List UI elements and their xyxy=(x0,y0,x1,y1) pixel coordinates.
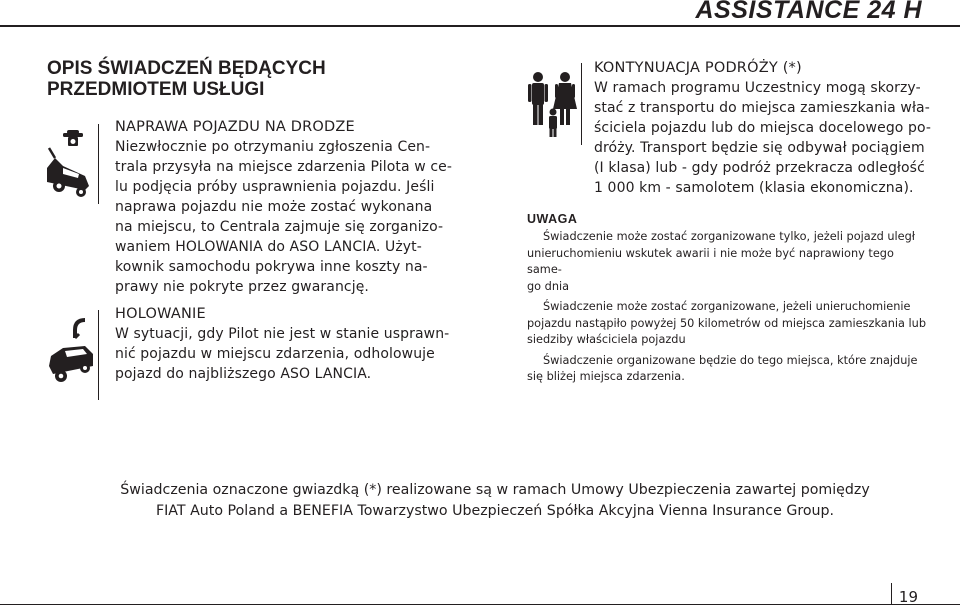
note-line: się bliżej miejsca zdarzenia. xyxy=(527,370,685,383)
repair-line: kownik samochodu pokrywa inne koszty na- xyxy=(115,259,428,275)
note-paragraph xyxy=(527,299,927,349)
note-line: siedziby właściciela pojazdu xyxy=(527,333,686,346)
page-number: 19 xyxy=(898,588,918,606)
header-rule xyxy=(0,25,960,27)
towing-block xyxy=(115,304,465,384)
tow-truck-icon xyxy=(45,310,98,400)
towing-icon-box xyxy=(45,310,99,400)
footer-note xyxy=(95,480,895,522)
repair-text xyxy=(115,137,465,297)
section-title-line-2: PRZEDMIOTEM USŁUGI xyxy=(47,79,265,100)
repair-line: lu podjęcia próby usprawnienia pojazdu. Jeśli xyxy=(115,179,435,195)
note-line: Świadczenie może zostać zorganizowane, jeżeli unieruchomienie xyxy=(543,300,911,313)
note-paragraph xyxy=(527,229,927,295)
continuation-line: stać z transportu do miejsca zamieszkania wła- xyxy=(594,100,930,116)
section-title xyxy=(47,58,427,100)
repair-line: prawy nie pokryte przez gwarancję. xyxy=(115,279,369,295)
towing-line: pojazd do najbliższego ASO LANCIA. xyxy=(115,366,372,382)
family-icon-box xyxy=(523,63,582,145)
continuation-line: dróży. Transport będzie się odbywał pociągiem xyxy=(594,140,925,156)
towing-line: W sytuacji, gdy Pilot nie jest w stanie usprawn- xyxy=(115,326,450,342)
repair-line: trala przysyła na miejsce zdarzenia Pilota w ce- xyxy=(115,159,452,175)
note-line: Świadczenie organizowane będzie do tego miejsca, które znajduje xyxy=(543,353,918,367)
repair-line: naprawa pojazdu nie może zostać wykonana xyxy=(115,199,433,215)
continuation-line: (I klasa) lub - gdy podróż przekracza odległość xyxy=(594,160,925,176)
repair-block xyxy=(115,117,465,297)
note-paragraph xyxy=(527,353,927,386)
towing-line: nić pojazdu w miejscu zdarzenia, odholowuje xyxy=(115,346,435,362)
note-line: Świadczenie może zostać zorganizowane tylko, jeżeli pojazd uległ xyxy=(543,230,916,243)
page-footer-tick xyxy=(891,583,892,605)
note-block xyxy=(527,212,927,386)
footer-note-line-1: Świadczenia oznaczone gwiazdką (*) realizowane są w ramach Umowy Ubezpieczenia zawartej pomiędzy xyxy=(120,482,870,498)
repair-line: Niezwłocznie po otrzymaniu zgłoszenia Cen- xyxy=(115,139,431,155)
page-footer-rule xyxy=(0,604,960,605)
continuation-heading: KONTYNUACJA PODRÓŻY (*) xyxy=(594,60,802,76)
note-line: pojazdu nastąpiło powyżej 50 kilometrów od miejsca zamieszkania lub xyxy=(527,316,926,330)
note-title: UWAGA xyxy=(527,212,578,226)
continuation-line: 1 000 km - samolotem (klasia ekonomiczna). xyxy=(594,180,914,196)
page-header-title: ASSISTANCE 24 H xyxy=(695,0,922,24)
note-line: unieruchomieniu wskutek awarii i nie może być naprawiony tego same- xyxy=(527,246,894,276)
continuation-line: W ramach programu Uczestnicy mogą skorzy- xyxy=(594,80,921,96)
repair-line: waniem HOLOWANIA do ASO LANCIA. Użyt- xyxy=(115,239,422,255)
towing-heading: HOLOWANIE xyxy=(115,306,206,322)
continuation-block xyxy=(594,58,934,198)
section-title-line-1: OPIS ŚWIADCZEŃ BĘDĄCYCH xyxy=(47,58,326,79)
continuation-line: ściciela pojazdu lub do miejsca docelowego po- xyxy=(594,120,932,136)
repair-icon-box xyxy=(45,124,99,204)
phone-broken-car-icon xyxy=(45,124,98,204)
repair-line: na miejscu, to Centrala zajmuje się zorganizo- xyxy=(115,219,444,235)
family-icon xyxy=(523,63,581,145)
repair-heading: NAPRAWA POJAZDU NA DRODZE xyxy=(115,119,355,135)
footer-note-line-2: FIAT Auto Poland a BENEFIA Towarzystwo Ubezpieczeń Spółka Akcyjna Vienna Insurance Group. xyxy=(155,503,835,519)
note-line: go dnia xyxy=(527,279,570,293)
